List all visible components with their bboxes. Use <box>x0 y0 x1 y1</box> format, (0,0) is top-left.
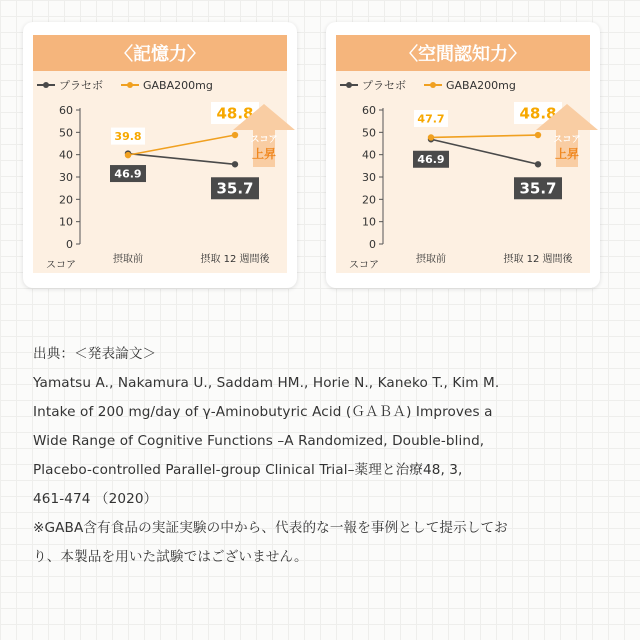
x-tick-label: 摂取前 <box>113 254 143 265</box>
citation-line: Yamatsu A., Nakamura U., Saddam HM., Horie N., Kaneko T., Kim M. <box>33 375 500 391</box>
citation-line: Placebo-controlled Parallel-group Clinical Trial–薬理と治療48, 3, <box>33 462 463 478</box>
y-tick-label: 60 <box>59 104 73 117</box>
gaba-before-value: 47.7 <box>417 112 445 126</box>
y-tick-label: 60 <box>362 104 376 117</box>
x-tick-label: 摂取 12 週間後 <box>200 254 270 265</box>
y-tick-label: 20 <box>59 193 73 207</box>
placebo-after-value: 35.7 <box>519 179 557 198</box>
badge-up-label: 上昇 <box>251 147 277 161</box>
spatial-cognition-chart <box>326 22 600 288</box>
y-tick-label: 0 <box>369 238 376 251</box>
legend-placebo-label: プラセボ <box>362 79 406 92</box>
y-tick-label: 20 <box>362 193 376 207</box>
y-tick-label: 40 <box>59 148 73 162</box>
disclaimer-line: り、本製品を用いた試験ではございません。 <box>33 549 308 565</box>
placebo-before-value: 46.9 <box>417 153 445 167</box>
x-tick-label: 摂取前 <box>416 254 446 265</box>
placebo-point <box>232 161 238 167</box>
gaba-before-value: 39.8 <box>114 130 142 144</box>
legend-placebo-label: プラセボ <box>59 79 103 92</box>
placebo-before-value: 46.9 <box>114 167 142 181</box>
y-tick-label: 30 <box>362 171 376 184</box>
source-citation <box>33 340 608 572</box>
y-axis-label: スコア <box>46 260 76 271</box>
legend-placebo-marker <box>43 82 49 88</box>
placebo-point <box>535 161 541 167</box>
source-heading: 出典：＜発表論文＞ <box>33 346 157 362</box>
y-tick-label: 40 <box>362 148 376 162</box>
legend-gaba-marker <box>430 82 436 88</box>
gaba-after-value: 48.8 <box>216 104 254 123</box>
placebo-after-value: 35.7 <box>216 179 254 198</box>
gaba-after-value: 48.8 <box>519 104 557 123</box>
y-tick-label: 50 <box>362 126 376 140</box>
badge-up-label: 上昇 <box>554 147 580 161</box>
chart-title: 〈空間認知力〉 <box>400 44 526 65</box>
y-tick-label: 10 <box>59 215 73 229</box>
memory-chart <box>23 22 297 288</box>
gaba-point <box>125 152 131 158</box>
disclaimer-line: ※GABA含有食品の実証実験の中から、代表的な一報を事例として提示してお <box>33 520 508 536</box>
y-tick-label: 0 <box>66 238 73 251</box>
gaba-point <box>535 132 541 138</box>
y-tick-label: 10 <box>362 215 376 229</box>
legend-gaba-label: GABA200mg <box>446 79 516 92</box>
citation-line: 461-474 （2020） <box>33 491 158 507</box>
gaba-point <box>428 134 434 140</box>
chart-title: 〈記憶力〉 <box>115 44 205 65</box>
y-tick-label: 30 <box>59 171 73 184</box>
gaba-point <box>232 132 238 138</box>
legend-placebo-marker <box>346 82 352 88</box>
citation-line: Wide Range of Cognitive Functions –A Randomized, Double-blind, <box>33 433 485 449</box>
badge-score-label: スコア <box>250 135 278 145</box>
chart-card-spatial-cognition <box>326 22 600 288</box>
citation-line: Intake of 200 mg/day of γ-Aminobutyric Acid (ＧＡＢＡ) Improves a <box>33 404 493 420</box>
legend-gaba-marker <box>127 82 133 88</box>
y-tick-label: 50 <box>59 126 73 140</box>
y-axis-label: スコア <box>349 260 379 271</box>
legend-gaba-label: GABA200mg <box>143 79 213 92</box>
badge-score-label: スコア <box>553 135 581 145</box>
x-tick-label: 摂取 12 週間後 <box>503 254 573 265</box>
chart-card-memory <box>23 22 297 288</box>
